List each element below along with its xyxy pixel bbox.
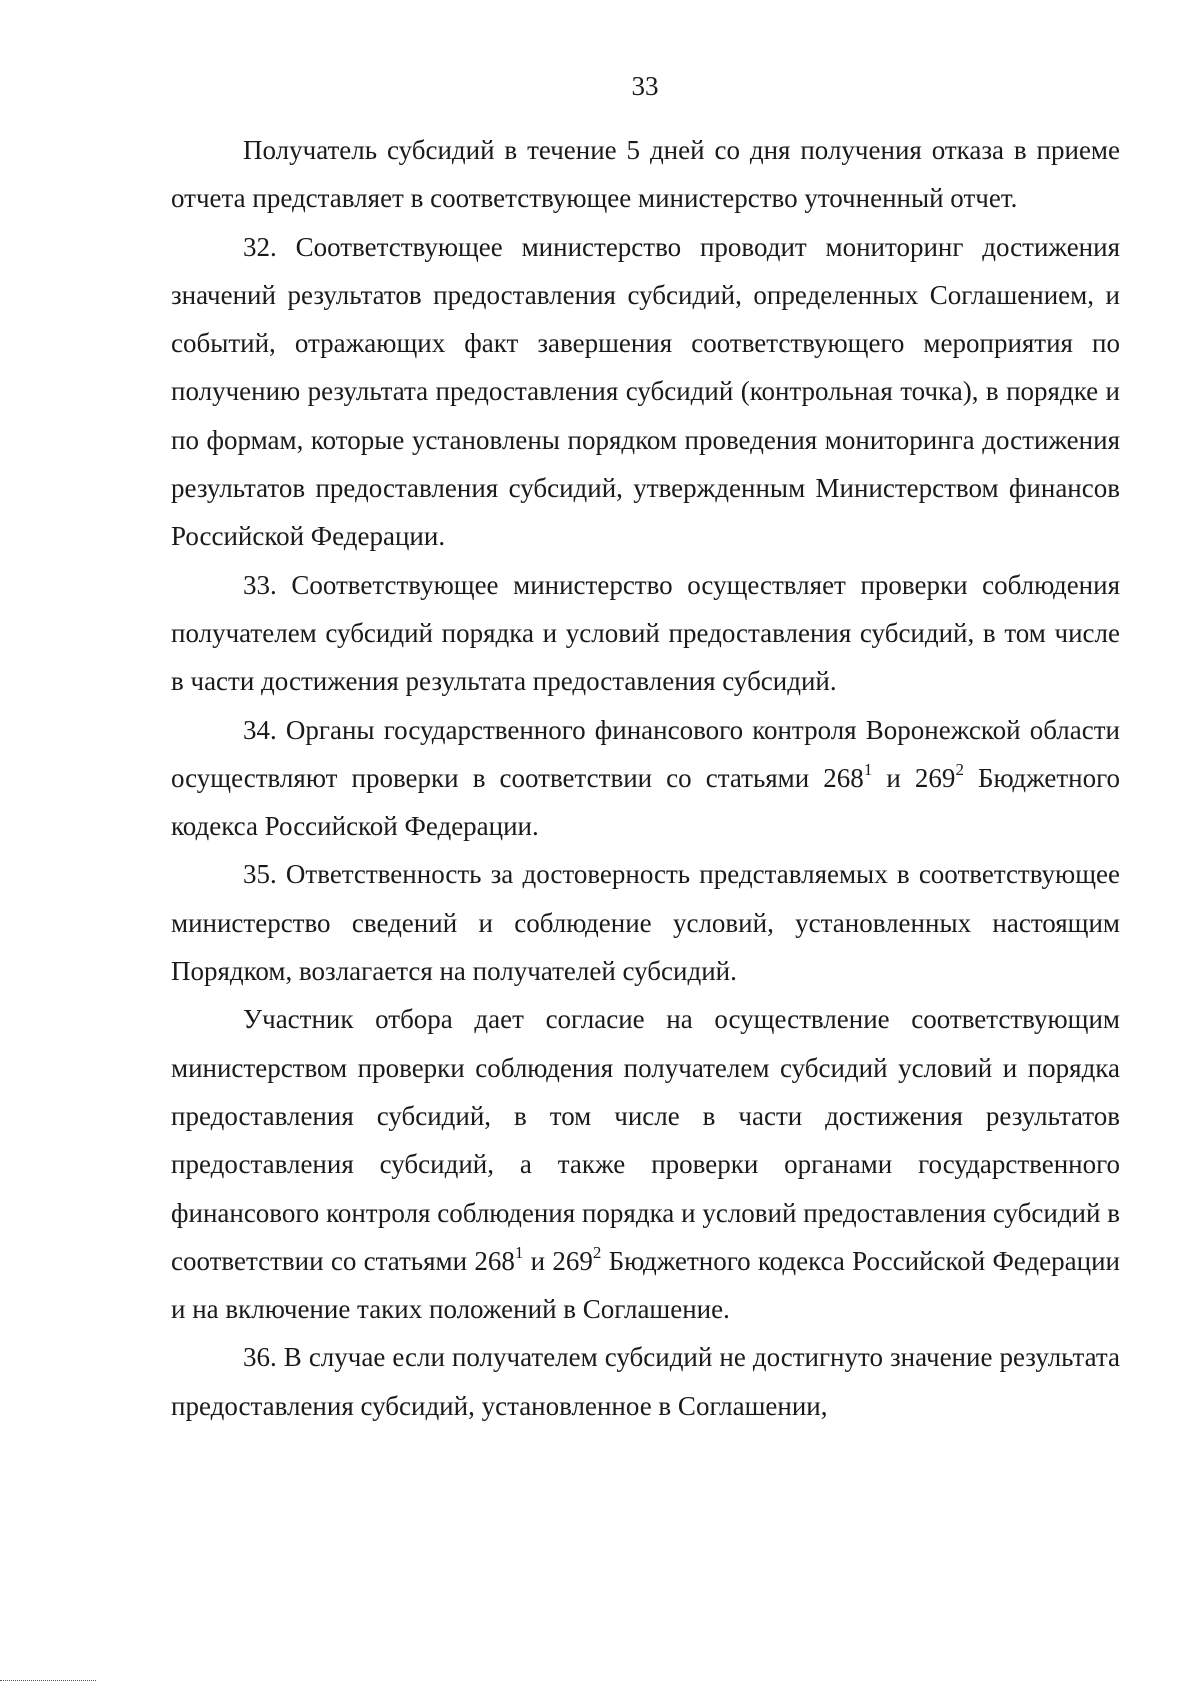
paragraph-consent-superscript-1: 1 xyxy=(514,1242,524,1262)
paragraph-32-monitoring: 32. Соответствующее министерство проводит мониторинг достижения значений результатов предоставления субсидий, определенных Соглашением, и событий, отражающих факт завершения соответствующего мероприятия по получению результата предоставления субсидий (контрольная точка), в порядке и по формам, которые установлены порядком проведения мониторинга достижения результатов предоставления субсидий, утвержденным Министерством финансов Российской Федерации. xyxy=(171,231,1120,552)
paragraph-34-text-part-2: и 269 xyxy=(872,762,956,793)
paragraph-consent-text-part-3: Бюджетного кодекса Российской Федерации и на включение таких положений в Соглашение. xyxy=(171,1245,1120,1325)
paragraph-34-superscript-2: 2 xyxy=(955,759,964,779)
paragraph-33-inspections: 33. Соответствующее министерство осуществляет проверки соблюдения получателем субсидий порядка и условий предоставления субсидий, в том числе в части достижения результата предоставления субсидий. xyxy=(171,569,1120,697)
paragraph-consent-superscript-2: 2 xyxy=(592,1242,602,1262)
footer-divider xyxy=(0,1680,96,1681)
paragraph-34-text-part-3: Бюджетного кодекса Российской Федерации. xyxy=(171,762,1120,842)
paragraph-34-financial-control xyxy=(171,706,1120,851)
paragraph-participant-consent xyxy=(171,995,1120,1333)
paragraph-report-resubmission: Получатель субсидий в течение 5 дней со дня получения отказа в приеме отчета представляет в соответствующее министерство уточненный отчет. xyxy=(171,135,1120,214)
page-number: 33 xyxy=(631,71,659,101)
paragraph-36-result-not-achieved: 36. В случае если получателем субсидий не достигнуто значение результата предоставления субсидий, установленное в Соглашении, xyxy=(171,1342,1120,1421)
paragraph-consent-text-part-2: и 269 xyxy=(523,1245,593,1276)
document-body xyxy=(171,126,1120,1430)
paragraph-34-superscript-1: 1 xyxy=(863,759,873,779)
paragraph-34-text-part-1: 34. Органы государственного финансового контроля Воронежской области осуществляют проверки в соответствии со статьями 268 xyxy=(171,714,1120,793)
paragraph-consent-text-part-1: Участник отбора дает согласие на осуществление соответствующим министерством проверки соблюдения получателем субсидий условий и порядка предоставления субсидий, в том числе в части достижения результатов предоставления субсидий, а также проверки органами государственного финансового контроля соблюдения порядка и условий предоставления субсидий в соответствии со статьями 268 xyxy=(171,1004,1120,1276)
paragraph-35-responsibility: 35. Ответственность за достоверность представляемых в соответствующее министерство сведений и соблюдение условий, установленных настоящим Порядком, возлагается на получателей субсидий. xyxy=(171,859,1120,987)
